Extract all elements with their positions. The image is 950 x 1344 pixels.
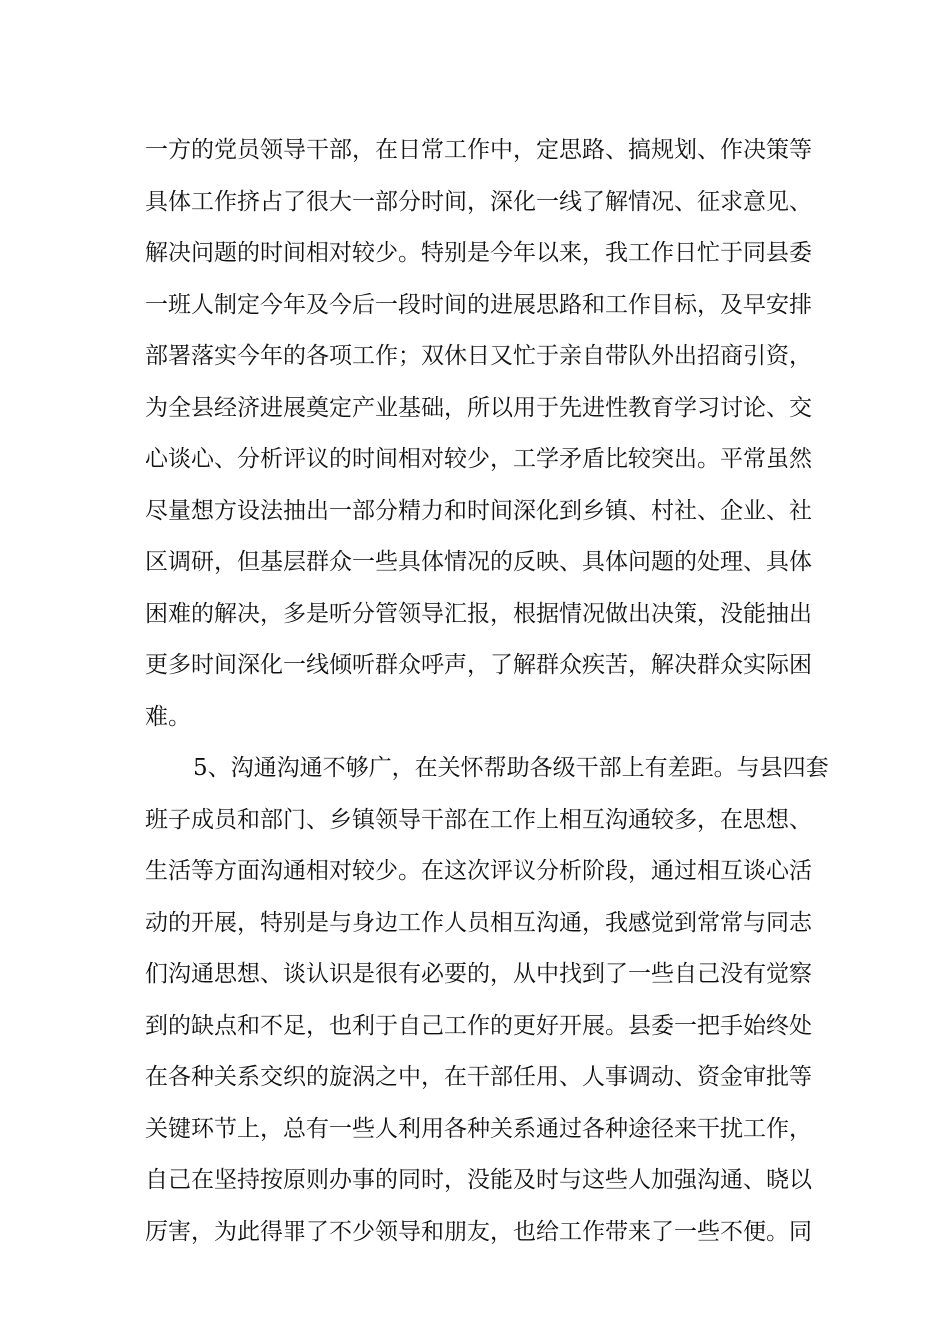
text-line: 为全县经济进展奠定产业基础，所以用于先进性教育学习讨论、交 [145, 395, 812, 421]
text-line: 5、沟通沟通不够广，在关怀帮助各级干部上有差距。与县四套 [193, 755, 829, 781]
text-line: 区调研，但基层群众一些具体情况的反映、具体问题的处理、具体 [145, 549, 812, 575]
text-line: 厉害，为此得罪了不少领导和朋友，也给工作带来了一些不便。同 [145, 1219, 812, 1245]
text-line: 自己在坚持按原则办事的同时，没能及时与这些人加强沟通、晓以 [145, 1167, 812, 1193]
text-line: 动的开展，特别是与身边工作人员相互沟通，我感觉到常常与同志 [145, 910, 812, 936]
text-line: 尽量想方设法抽出一部分精力和时间深化到乡镇、村社、企业、社 [145, 498, 812, 524]
text-line: 更多时间深化一线倾听群众呼声，了解群众疾苦，解决群众实际困 [145, 652, 812, 678]
text-line: 到的缺点和不足，也利于自己工作的更好开展。县委一把手始终处 [145, 1013, 812, 1039]
text-line: 一班人制定今年及今后一段时间的进展思路和工作目标，及早安排 [145, 292, 812, 318]
text-line: 困难的解决，多是听分管领导汇报，根据情况做出决策，没能抽出 [145, 601, 812, 627]
text-line: 关键环节上，总有一些人利用各种关系通过各种途径来干扰工作， [145, 1116, 812, 1142]
text-line: 解决问题的时间相对较少。特别是今年以来，我工作日忙于同县委 [145, 240, 812, 266]
text-line: 具体工作挤占了很大一部分时间，深化一线了解情况、征求意见、 [145, 189, 812, 215]
text-line: 心谈心、分析评议的时间相对较少，工学矛盾比较突出。平常虽然 [145, 446, 812, 472]
text-line: 生活等方面沟通相对较少。在这次评议分析阶段，通过相互谈心活 [145, 858, 812, 884]
text-line: 在各种关系交织的旋涡之中，在干部任用、人事调动、资金审批等 [145, 1064, 812, 1090]
text-line: 部署落实今年的各项工作；双休日又忙于亲自带队外出招商引资， [145, 343, 812, 369]
text-line: 们沟通思想、谈认识是很有必要的，从中找到了一些自己没有觉察 [145, 961, 812, 987]
text-line: 难。 [145, 704, 191, 730]
text-line: 班子成员和部门、乡镇领导干部在工作上相互沟通较多，在思想、 [145, 807, 812, 833]
text-line: 一方的党员领导干部，在日常工作中，定思路、搞规划、作决策等 [145, 137, 812, 163]
